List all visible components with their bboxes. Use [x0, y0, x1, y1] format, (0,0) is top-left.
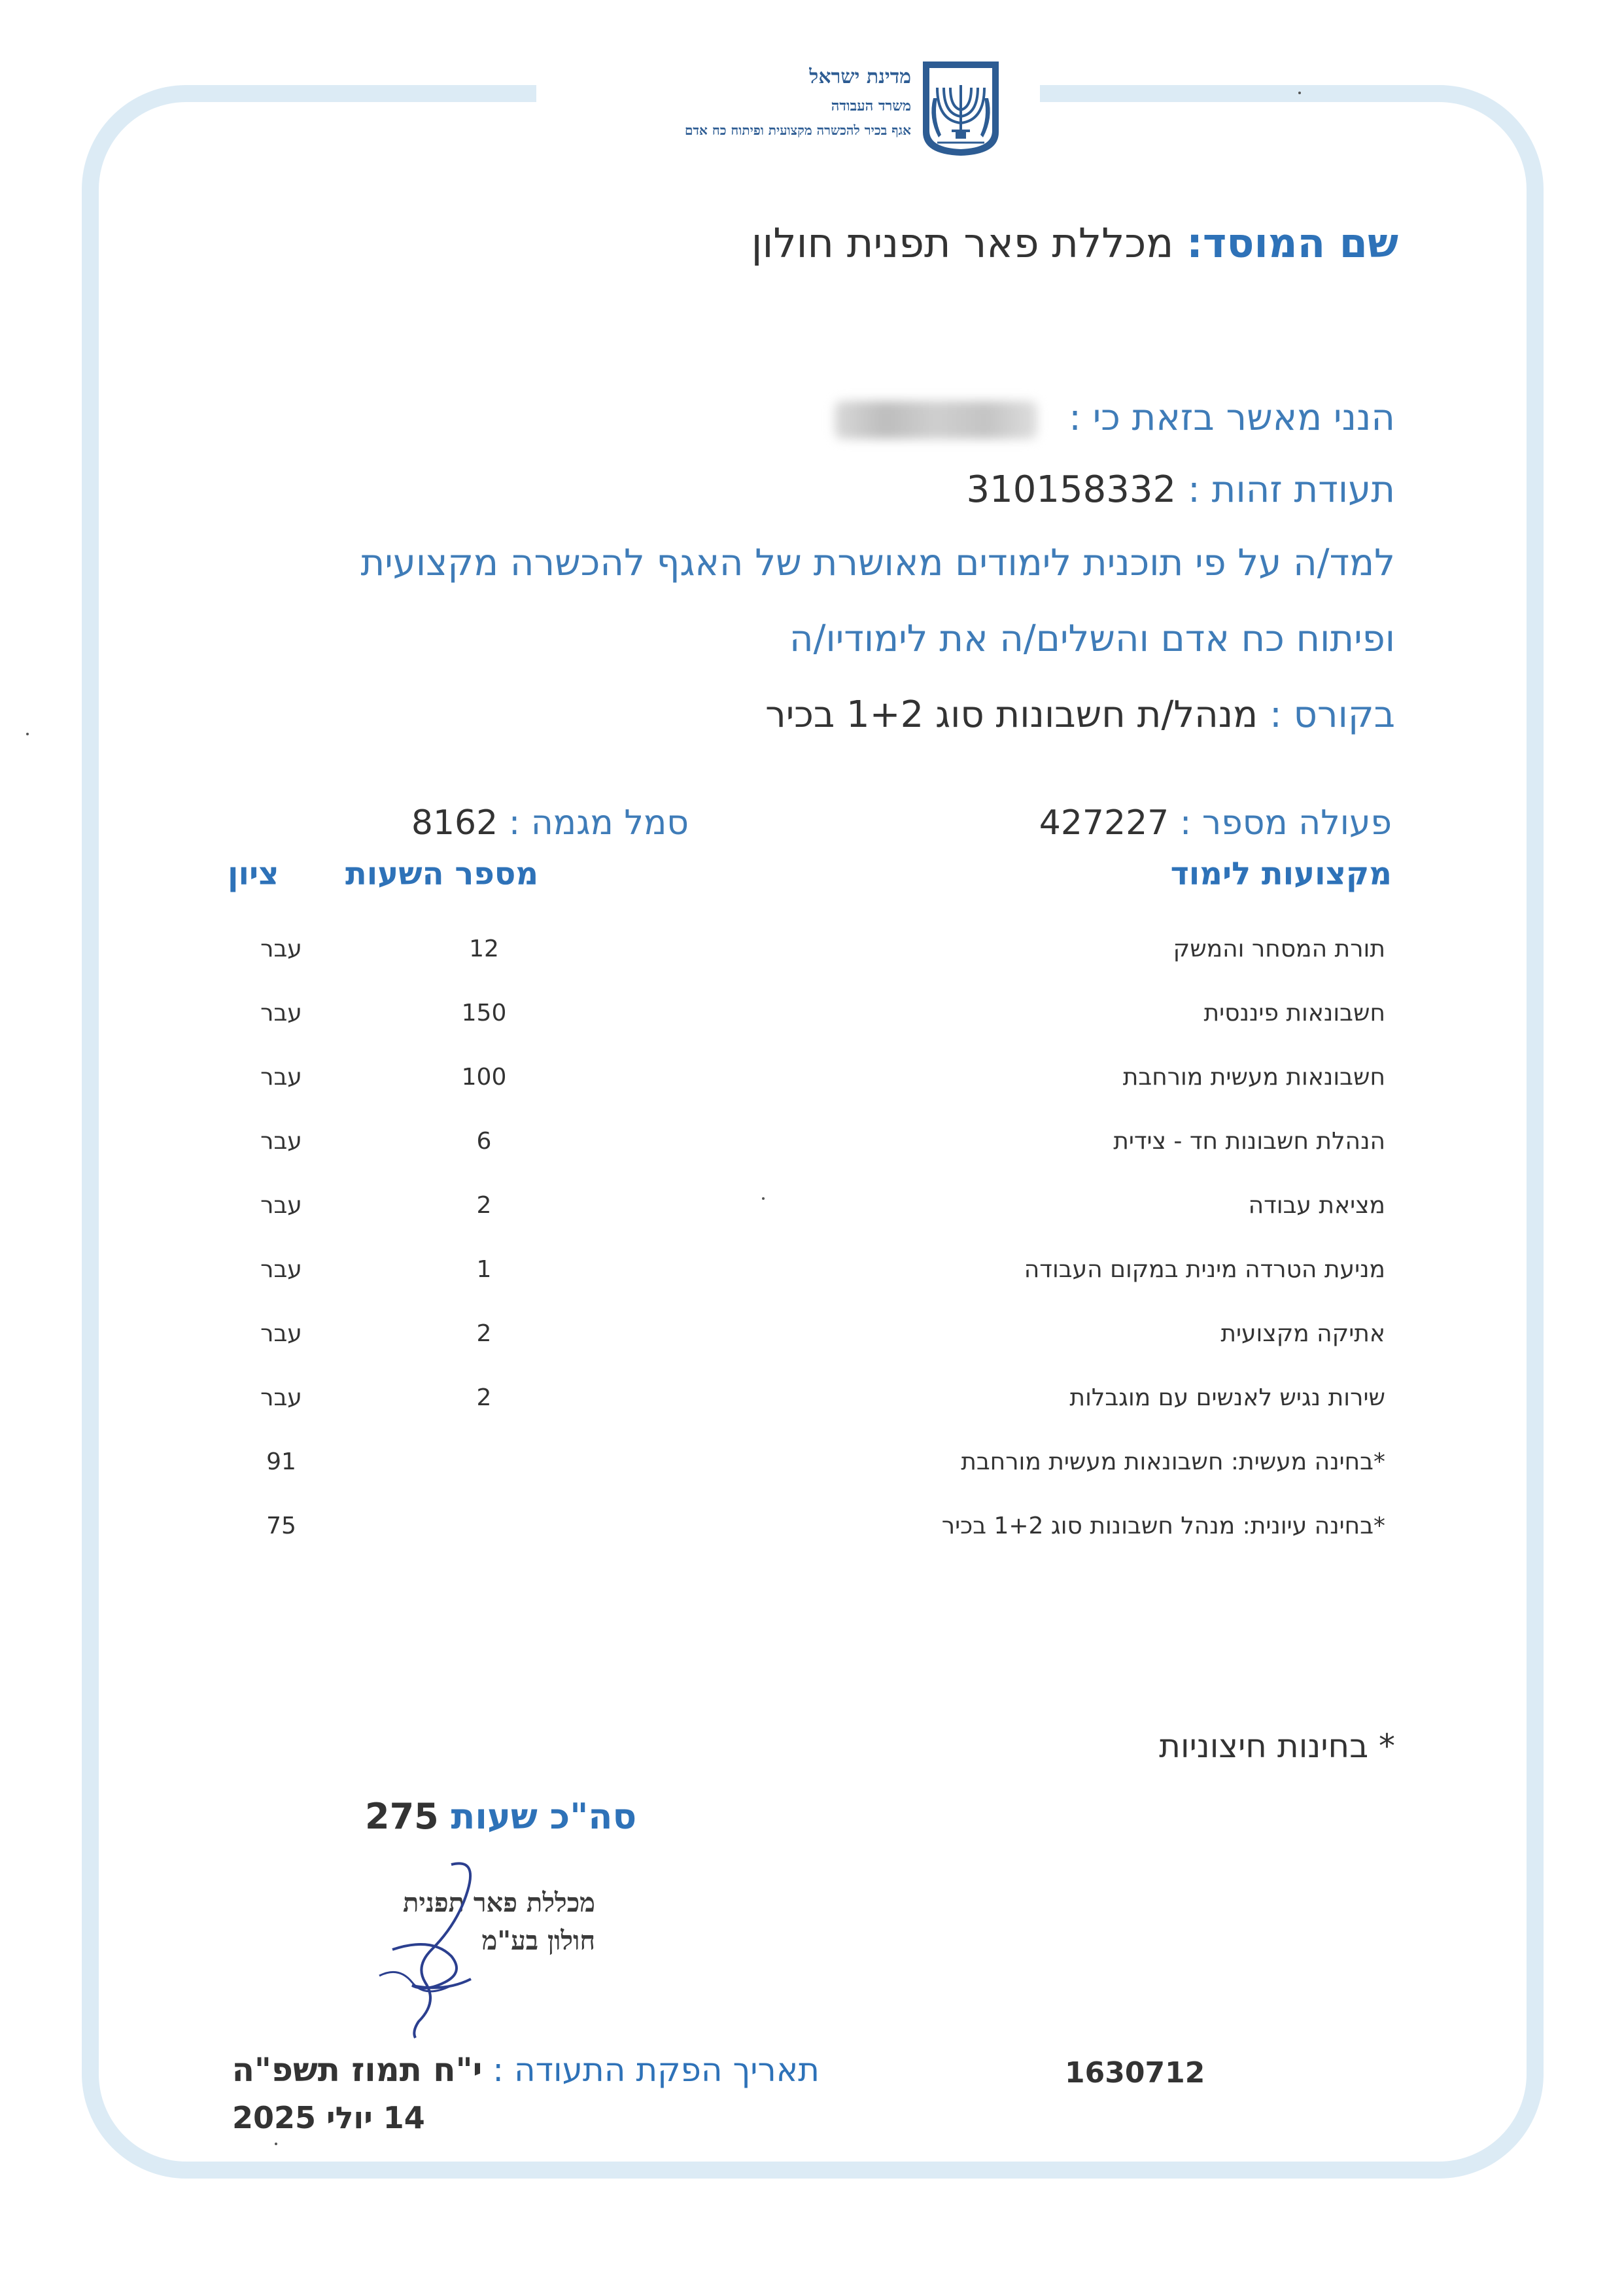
- track-line: [411, 803, 689, 843]
- handwritten-signature: [353, 1851, 517, 2041]
- scan-speck: [1298, 92, 1301, 94]
- table-row: [0, 1384, 1624, 1424]
- row-grade: עבר: [260, 1320, 302, 1347]
- row-grade: עבר: [260, 1192, 302, 1219]
- row-subject: מציאת עבודה: [1248, 1192, 1385, 1219]
- row-grade: 91: [266, 1448, 296, 1475]
- table-row: [0, 1000, 1624, 1039]
- course-label: בקורס :: [1270, 693, 1395, 736]
- table-row: [0, 1256, 1624, 1295]
- row-hours: 12: [469, 936, 499, 962]
- row-grade: עבר: [260, 1384, 302, 1411]
- grade-column-header: ציון: [228, 856, 279, 892]
- id-value: 310158332: [966, 468, 1177, 511]
- row-subject: שירות נגיש לאנשים עם מוגבלות: [1069, 1384, 1385, 1411]
- stamp-line-1: מכללת פאר תפנית: [402, 1887, 595, 1918]
- issue-hebrew-date: י"ח תמוז תשפ"ה: [232, 2051, 483, 2089]
- header-department: אגף בכיר להכשרה מקצועית ופיתוח כח אדם: [684, 122, 911, 138]
- operation-value: 427227: [1039, 803, 1169, 843]
- row-hours: 100: [461, 1064, 507, 1091]
- issue-date-line: [232, 2051, 820, 2089]
- row-subject: מניעת הטרדה מינית במקום העבודה: [1024, 1256, 1385, 1283]
- track-label: סמל מגמה :: [508, 803, 689, 843]
- row-grade: עבר: [260, 1064, 302, 1091]
- certificate-serial: 1630712: [1065, 2056, 1205, 2090]
- institution-line: [752, 219, 1398, 267]
- certify-label: הנני מאשר בזאת כי :: [1069, 396, 1395, 439]
- total-hours: [340, 1796, 636, 1837]
- row-hours: 2: [476, 1192, 492, 1219]
- row-grade: 75: [266, 1513, 296, 1539]
- institution-label: שם המוסד:: [1186, 219, 1398, 267]
- header-ministry-name: משרד העבודה: [831, 97, 911, 114]
- row-hours: 6: [476, 1128, 492, 1155]
- header-state: מדינת ישראל: [809, 65, 911, 88]
- certify-line: [835, 396, 1395, 439]
- row-grade: עבר: [260, 936, 302, 962]
- state-emblem-icon: [919, 59, 1003, 157]
- scan-speck: [762, 1197, 765, 1200]
- table-row: [0, 936, 1624, 975]
- course-value: מנהל/ת חשבונות סוג 1+2 בכיר: [765, 693, 1258, 736]
- track-value: 8162: [411, 803, 498, 843]
- redacted-name: [835, 401, 1037, 439]
- row-hours: 150: [461, 1000, 507, 1026]
- header-ministry: [453, 65, 911, 139]
- scan-speck: [275, 2143, 277, 2145]
- row-grade: עבר: [260, 1256, 302, 1283]
- hours-column-header: מספר השעות: [345, 856, 539, 892]
- issue-date-label: תאריך הפקת התעודה :: [492, 2051, 820, 2089]
- row-subject: חשבונאות פיננסית: [1203, 1000, 1385, 1026]
- scan-speck: [26, 733, 29, 735]
- table-row: [0, 1128, 1624, 1167]
- row-subject: חשבונאות מעשית מורחבת: [1122, 1064, 1385, 1091]
- program-line-2: ופיתוח כח אדם והשלים/ה את לימודיו/ה: [789, 618, 1395, 660]
- operation-label: פעולה מספר :: [1179, 803, 1392, 843]
- row-subject: אתיקה מקצועית: [1220, 1320, 1385, 1347]
- id-line: [967, 468, 1395, 511]
- table-row: [0, 1064, 1624, 1103]
- row-grade: עבר: [260, 1000, 302, 1026]
- table-row: [0, 1320, 1624, 1359]
- subjects-column-header: מקצועות לימוד: [1170, 856, 1392, 892]
- id-label: תעודת זהות :: [1188, 468, 1395, 511]
- table-row: [0, 1448, 1624, 1488]
- row-hours: 2: [476, 1320, 492, 1347]
- row-subject: *בחינה עיונית: מנהל חשבונות סוג 1+2 בכיר: [941, 1513, 1385, 1539]
- external-exams-note: * בחינות חיצוניות: [1159, 1727, 1395, 1765]
- row-hours: 1: [476, 1256, 492, 1283]
- table-row: [0, 1513, 1624, 1552]
- course-line: [765, 693, 1395, 736]
- program-line-1: למד/ה על פי תוכנית לימודים מאושרת של האגף להכשרה מקצועית: [360, 542, 1395, 584]
- row-grade: עבר: [260, 1128, 302, 1155]
- table-row: [0, 1192, 1624, 1231]
- row-subject: הנהלת חשבונות חד - צידית: [1113, 1128, 1385, 1155]
- institution-name: מכללת פאר תפנית חולון: [751, 219, 1174, 267]
- row-hours: 2: [476, 1384, 492, 1411]
- stamp-line-2: חולון בע"מ: [481, 1925, 595, 1956]
- operation-line: [1039, 803, 1392, 843]
- row-subject: תורת המסחר והמשק: [1173, 936, 1385, 962]
- row-subject: *בחינה מעשית: חשבונאות מעשית מורחבת: [961, 1448, 1385, 1475]
- total-hours-label: סה"כ שעות: [451, 1796, 637, 1837]
- total-hours-value: 275: [365, 1796, 439, 1837]
- issue-gregorian-date: 14 יולי 2025: [232, 2100, 425, 2135]
